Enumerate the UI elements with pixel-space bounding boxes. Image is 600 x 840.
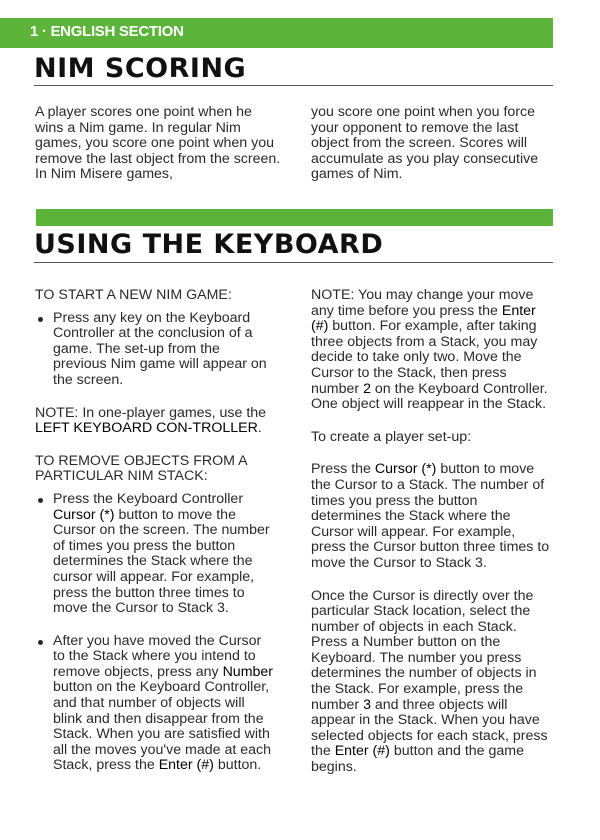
list-item xyxy=(35,492,275,617)
setup-step-number xyxy=(311,589,551,776)
nim-scoring-right-column xyxy=(311,105,553,200)
key-name: Cursor (*) xyxy=(374,461,437,478)
keyboard-left-column xyxy=(35,288,275,791)
setup-text: Once the Cursor is directly over the particular Stack location, select the number of objects in each Stack. Press a Number button on the Keyboard. The number you press determines the number of objects in the Stack. For example, press the number xyxy=(311,587,537,713)
note-text: You may change your move any time before you press the xyxy=(311,287,534,319)
setup-text: button to move the Cursor to a Stack. The number of times you press the button determines the Stack where the Cursor will appear. For example, press the Cursor button three times to move the Cursor to Stack 3. xyxy=(311,461,550,571)
key-name: Enter (#) xyxy=(334,743,390,760)
note-label: NOTE: xyxy=(35,404,79,421)
note-text: In one-player games, use the xyxy=(82,404,267,421)
keyboard-right-column xyxy=(311,288,551,793)
title-rule xyxy=(34,262,553,263)
bullet-text: button. xyxy=(217,757,262,774)
key-name: 3 xyxy=(363,696,371,713)
nim-scoring-text-right: you score one point when you force your opponent to remove the last object from the screen. Scores will accumulate as you play consecutive games of Nim. xyxy=(311,104,539,183)
setup-text: button and the game begins. xyxy=(311,743,524,776)
remove-objects-list xyxy=(35,492,275,774)
setup-text: and three objects will appear in the Stack. When you have selected objects for each stack, press the xyxy=(311,696,548,760)
note-one-player: NOTE: In one-player games, use the LEFT KEYBOARD CON-TROLLER. xyxy=(35,404,267,437)
note-label: NOTE: xyxy=(311,287,355,303)
keyboard-title: USING THE KEYBOARD xyxy=(34,229,384,260)
bullet-text: Press the Keyboard Controller xyxy=(53,490,244,507)
setup-text: Press the xyxy=(311,461,371,478)
title-rule xyxy=(34,85,553,86)
note-text: button. For example, after taking three objects from a Stack, you may decide to take only two. Move the Cursor to the Stack, then press number xyxy=(311,318,538,397)
setup-step-cursor xyxy=(311,462,551,571)
nim-scoring-text-left: A player scores one point when he wins a Nim game. In regular Nim games, you score one point when you remove the last object from the screen. In Nim Misere games, xyxy=(35,104,281,183)
list-item xyxy=(35,311,275,389)
note-text: on the Keyboard Controller. One object will reappear in the Stack. xyxy=(311,380,548,413)
key-name: Number xyxy=(222,663,274,680)
bullet-text: button to move the Cursor on the screen. The number of times you press the button determines the Stack where the cursor will appear. For example, press the button three times to move the Cursor to Stack 3. xyxy=(53,506,270,617)
section-label: 1 · ENGLISH SECTION xyxy=(30,23,184,40)
remove-objects-heading: TO REMOVE OBJECTS FROM A PARTICULAR NIM STACK: xyxy=(35,452,247,485)
key-name: Enter (#) xyxy=(311,302,536,335)
section-divider-bar xyxy=(36,209,553,226)
list-item xyxy=(35,634,275,774)
key-name: 2 xyxy=(363,380,371,397)
new-game-bullet-text: Press any key on the Keyboard Controller at the conclusion of a game. The set-up from the previous Nim game will appear on the screen. xyxy=(53,309,267,388)
key-name: Enter (#) xyxy=(158,757,214,774)
nim-scoring-title: NIM SCORING xyxy=(34,53,247,84)
key-name: Cursor (*) xyxy=(53,506,115,523)
note-change-move xyxy=(311,288,551,413)
key-name: LEFT KEYBOARD CON-TROLLER xyxy=(35,420,258,437)
new-game-list xyxy=(35,311,275,389)
setup-intro: To create a player set-up: xyxy=(311,428,472,445)
bullet-text: button on the Keyboard Controller, and that number of objects will blink and then disappear from the Stack. When you are satisfied with all the moves you've made at each Stack, press the xyxy=(53,679,272,774)
new-game-heading: TO START A NEW NIM GAME: xyxy=(35,287,232,303)
nim-scoring-left-column xyxy=(35,105,283,200)
section-header-bar xyxy=(0,18,553,48)
bullet-text: After you have moved the Cursor to the Stack where you intend to remove objects, press any xyxy=(53,632,262,680)
